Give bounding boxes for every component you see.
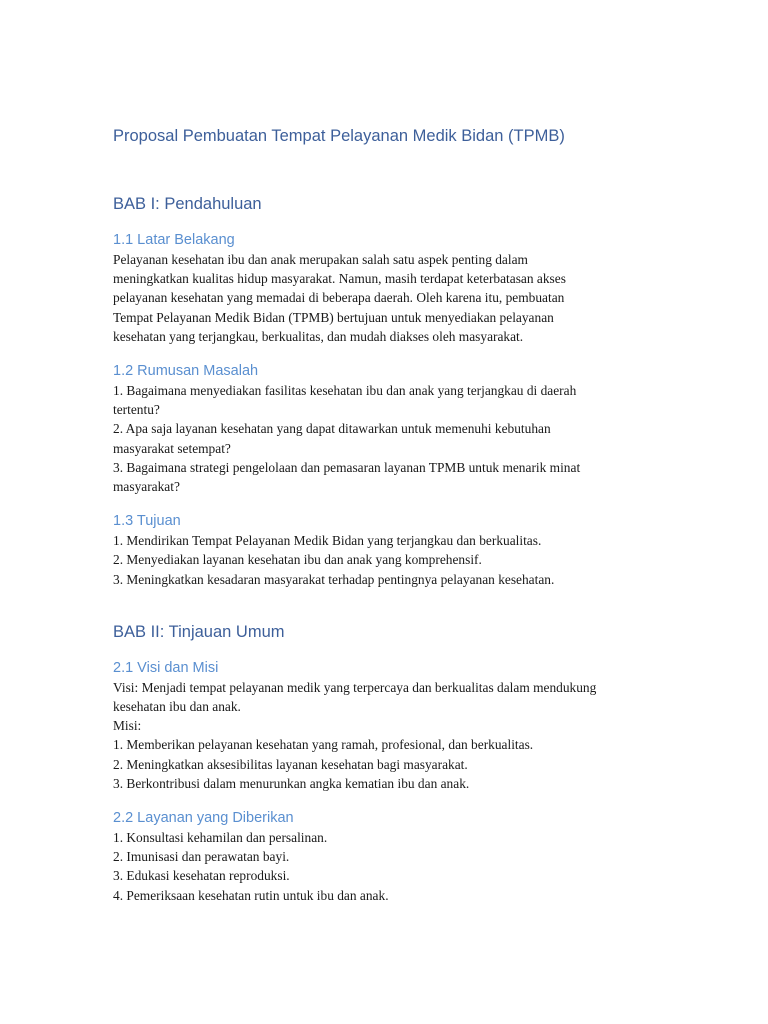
section-heading-tujuan: 1.3 Tujuan (113, 513, 181, 530)
text-line: kesehatan yang terjangkau, berkualitas, dan mudah diakses oleh masyarakat. (113, 328, 524, 344)
document-title: Proposal Pembuatan Tempat Pelayanan Medik Bidan (TPMB) (113, 127, 565, 145)
text-line: Pelayanan kesehatan ibu dan anak merupakan salah satu aspek penting dalam (113, 252, 528, 267)
document-content (113, 124, 653, 905)
list-item: 3. Berkontribusi dalam menurunkan angka kematian ibu dan anak. (113, 775, 470, 791)
section-heading-layanan: 2.2 Layanan yang Diberikan (113, 810, 294, 827)
chapter-heading-bab1: BAB I: Pendahuluan (113, 195, 262, 213)
list-item: 3. Edukasi kesehatan reproduksi. (113, 868, 290, 884)
list-item: 1. Memberikan pelayanan kesehatan yang ramah, profesional, dan berkualitas. (113, 737, 534, 753)
paragraph-visi-misi (113, 678, 653, 793)
list-item-continuation: masyarakat setempat? (113, 440, 231, 456)
list-layanan (113, 828, 653, 905)
list-tujuan (113, 531, 653, 589)
list-item: 4. Pemeriksaan kesehatan rutin untuk ibu dan anak. (113, 887, 389, 903)
misi-label: Misi: (113, 718, 142, 734)
list-item-continuation: tertentu? (113, 402, 160, 418)
visi-line-continuation: kesehatan ibu dan anak. (113, 699, 241, 715)
list-item: 1. Mendirikan Tempat Pelayanan Medik Bidan yang terjangkau dan berkualitas. (113, 533, 542, 549)
list-item: 2. Apa saja layanan kesehatan yang dapat ditawarkan untuk memenuhi kebutuhan (113, 421, 551, 437)
list-item: 2. Meningkatkan aksesibilitas layanan kesehatan bagi masyarakat. (113, 756, 468, 772)
list-item: 2. Menyediakan layanan kesehatan ibu dan anak yang komprehensif. (113, 552, 482, 568)
chapter-heading-bab2: BAB II: Tinjauan Umum (113, 622, 285, 641)
list-item-continuation: masyarakat? (113, 479, 180, 495)
text-line: Tempat Pelayanan Medik Bidan (TPMB) bertujuan untuk menyediakan pelayanan (113, 309, 554, 325)
section-heading-latar-belakang: 1.1 Latar Belakang (113, 232, 235, 248)
list-item: 2. Imunisasi dan perawatan bayi. (113, 849, 290, 865)
list-item: 3. Meningkatkan kesadaran masyarakat terhadap pentingnya pelayanan kesehatan. (113, 571, 555, 587)
list-item: 1. Bagaimana menyediakan fasilitas kesehatan ibu dan anak yang terjangkau di daerah (113, 383, 577, 399)
text-line: meningkatkan kualitas hidup masyarakat. Namun, masih terdapat keterbatasan akses (113, 271, 566, 287)
text-line: pelayanan kesehatan yang memadai di beberapa daerah. Oleh karena itu, pembuatan (113, 290, 565, 306)
list-item: 1. Konsultasi kehamilan dan persalinan. (113, 830, 328, 846)
list-rumusan-masalah (113, 381, 653, 496)
paragraph-latar-belakang (113, 250, 653, 346)
section-heading-visi-misi: 2.1 Visi dan Misi (113, 659, 219, 676)
list-item: 3. Bagaimana strategi pengelolaan dan pemasaran layanan TPMB untuk menarik minat (113, 459, 581, 475)
visi-line: Visi: Menjadi tempat pelayanan medik yang terpercaya dan berkualitas dalam mendukung (113, 679, 597, 695)
section-heading-rumusan-masalah: 1.2 Rumusan Masalah (113, 363, 259, 380)
